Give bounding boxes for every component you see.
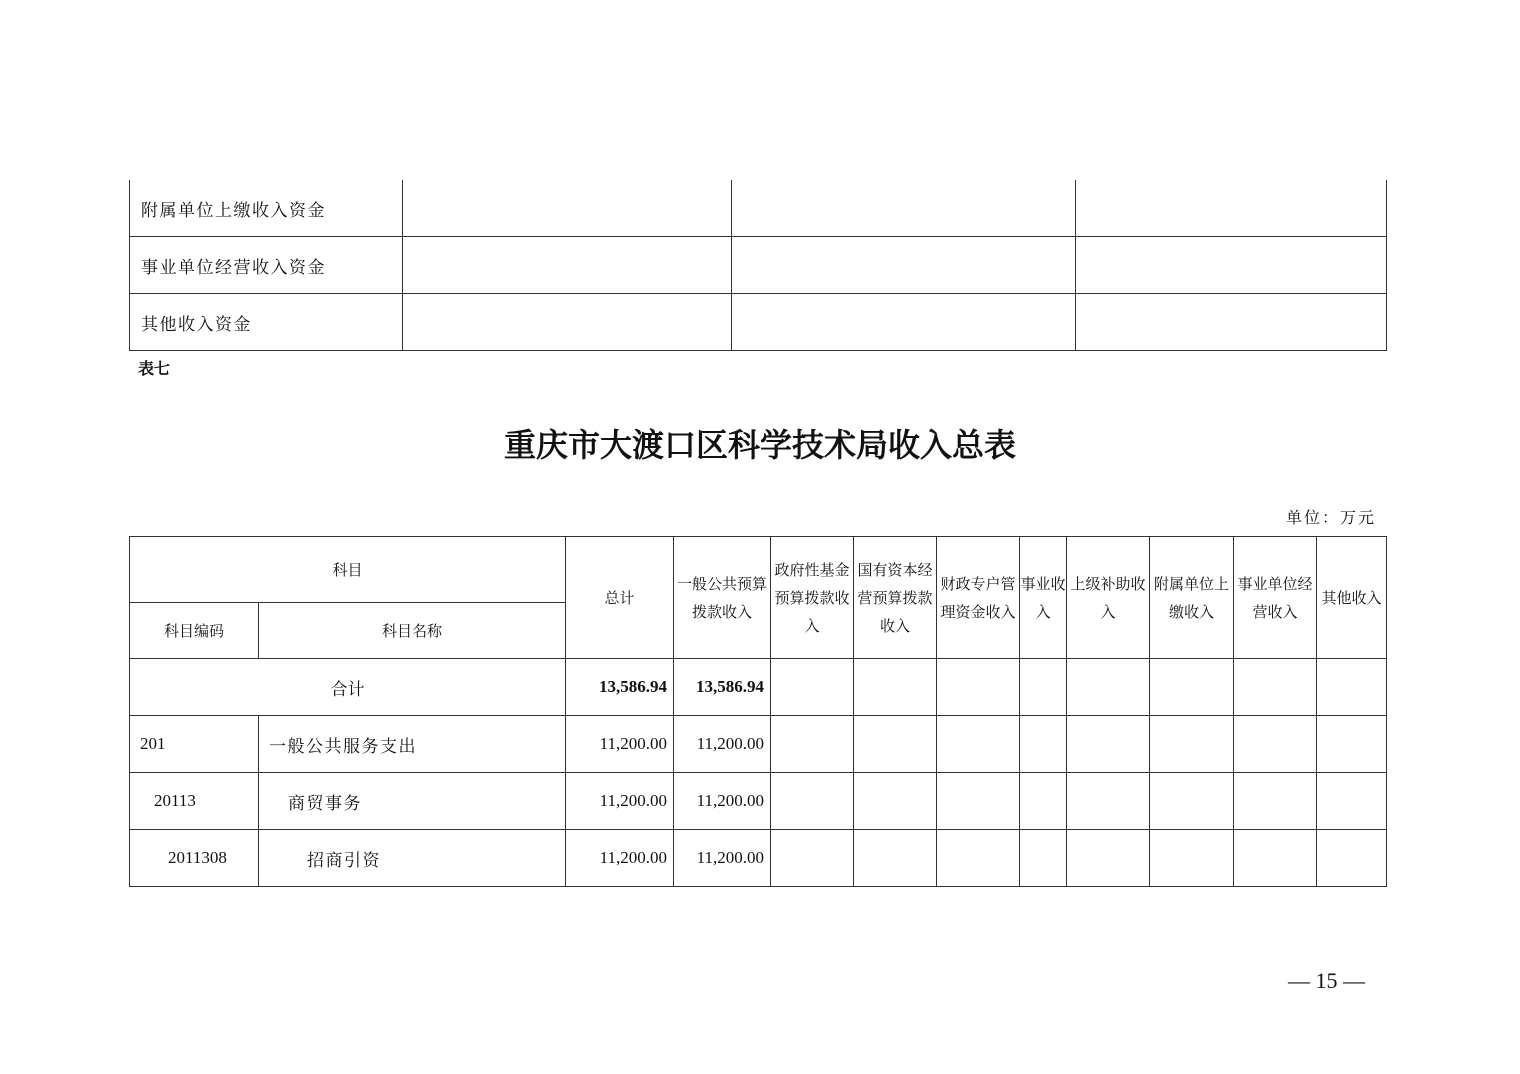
empty-cell — [1020, 659, 1067, 716]
empty-cell — [403, 237, 732, 294]
header-general-budget: 一般公共预算拨款收入 — [674, 537, 771, 659]
header-subject-name: 科目名称 — [259, 603, 566, 659]
table-row — [130, 237, 1387, 294]
empty-cell — [732, 294, 1076, 351]
header-total: 总计 — [566, 537, 674, 659]
empty-cell — [1076, 237, 1387, 294]
total-value: 13,586.94 — [566, 659, 674, 716]
header-business-income: 事业收入 — [1020, 537, 1067, 659]
unit-label: 单位：万元 — [1286, 508, 1377, 527]
empty-cell — [1317, 830, 1387, 887]
empty-cell — [1234, 773, 1317, 830]
income-summary-table — [129, 536, 1387, 887]
total-label: 合计 — [130, 659, 566, 716]
table-row — [130, 180, 1387, 237]
empty-cell — [1076, 180, 1387, 237]
empty-cell — [732, 180, 1076, 237]
header-business-operation: 事业单位经营收入 — [1234, 537, 1317, 659]
empty-cell — [854, 659, 937, 716]
empty-cell — [403, 294, 732, 351]
row-total: 11,200.00 — [566, 830, 674, 887]
empty-cell — [732, 237, 1076, 294]
empty-cell — [937, 830, 1020, 887]
row-general-budget: 11,200.00 — [674, 716, 771, 773]
empty-cell — [1317, 659, 1387, 716]
page-number: — 15 — — [1288, 968, 1365, 993]
subject-code: 201 — [130, 716, 259, 773]
row-label: 其他收入资金 — [130, 294, 403, 351]
empty-cell — [1067, 716, 1150, 773]
empty-cell — [1020, 830, 1067, 887]
total-row — [130, 659, 1387, 716]
subject-code: 2011308 — [130, 830, 259, 887]
header-subject-code: 科目编码 — [130, 603, 259, 659]
empty-cell — [1234, 830, 1317, 887]
subject-name: 招商引资 — [259, 830, 566, 887]
empty-cell — [1234, 716, 1317, 773]
empty-cell — [1317, 716, 1387, 773]
empty-cell — [1067, 773, 1150, 830]
table-label: 表七 — [138, 359, 171, 378]
row-general-budget: 11,200.00 — [674, 830, 771, 887]
empty-cell — [937, 773, 1020, 830]
empty-cell — [1067, 830, 1150, 887]
table-row — [130, 830, 1387, 887]
total-general-budget: 13,586.94 — [674, 659, 771, 716]
empty-cell — [854, 830, 937, 887]
header-superior-subsidy: 上级补助收入 — [1067, 537, 1150, 659]
empty-cell — [403, 180, 732, 237]
header-fiscal-special: 财政专户管理资金收入 — [937, 537, 1020, 659]
empty-cell — [1020, 716, 1067, 773]
table-row — [130, 773, 1387, 830]
empty-cell — [937, 716, 1020, 773]
empty-cell — [854, 716, 937, 773]
row-total: 11,200.00 — [566, 716, 674, 773]
empty-cell — [1317, 773, 1387, 830]
empty-cell — [1020, 773, 1067, 830]
empty-cell — [771, 830, 854, 887]
header-state-capital: 国有资本经营预算拨款收入 — [854, 537, 937, 659]
table-row — [130, 716, 1387, 773]
empty-cell — [771, 773, 854, 830]
empty-cell — [771, 716, 854, 773]
table-row — [130, 294, 1387, 351]
empty-cell — [1076, 294, 1387, 351]
row-total: 11,200.00 — [566, 773, 674, 830]
top-continuation-table — [129, 180, 1387, 351]
header-other-income: 其他收入 — [1317, 537, 1387, 659]
empty-cell — [1150, 659, 1234, 716]
empty-cell — [771, 659, 854, 716]
empty-cell — [1150, 716, 1234, 773]
empty-cell — [1234, 659, 1317, 716]
empty-cell — [1150, 773, 1234, 830]
header-gov-fund: 政府性基金预算拨款收入 — [771, 537, 854, 659]
empty-cell — [1150, 830, 1234, 887]
empty-cell — [854, 773, 937, 830]
row-general-budget: 11,200.00 — [674, 773, 771, 830]
header-row — [130, 537, 1387, 603]
subject-code: 20113 — [130, 773, 259, 830]
subject-name: 一般公共服务支出 — [259, 716, 566, 773]
subject-name: 商贸事务 — [259, 773, 566, 830]
page-title: 重庆市大渡口区科学技术局收入总表 — [503, 426, 1016, 464]
header-subject: 科目 — [130, 537, 566, 603]
row-label: 附属单位上缴收入资金 — [130, 180, 403, 237]
header-affiliated-payment: 附属单位上缴收入 — [1150, 537, 1234, 659]
empty-cell — [1067, 659, 1150, 716]
row-label: 事业单位经营收入资金 — [130, 237, 403, 294]
empty-cell — [937, 659, 1020, 716]
